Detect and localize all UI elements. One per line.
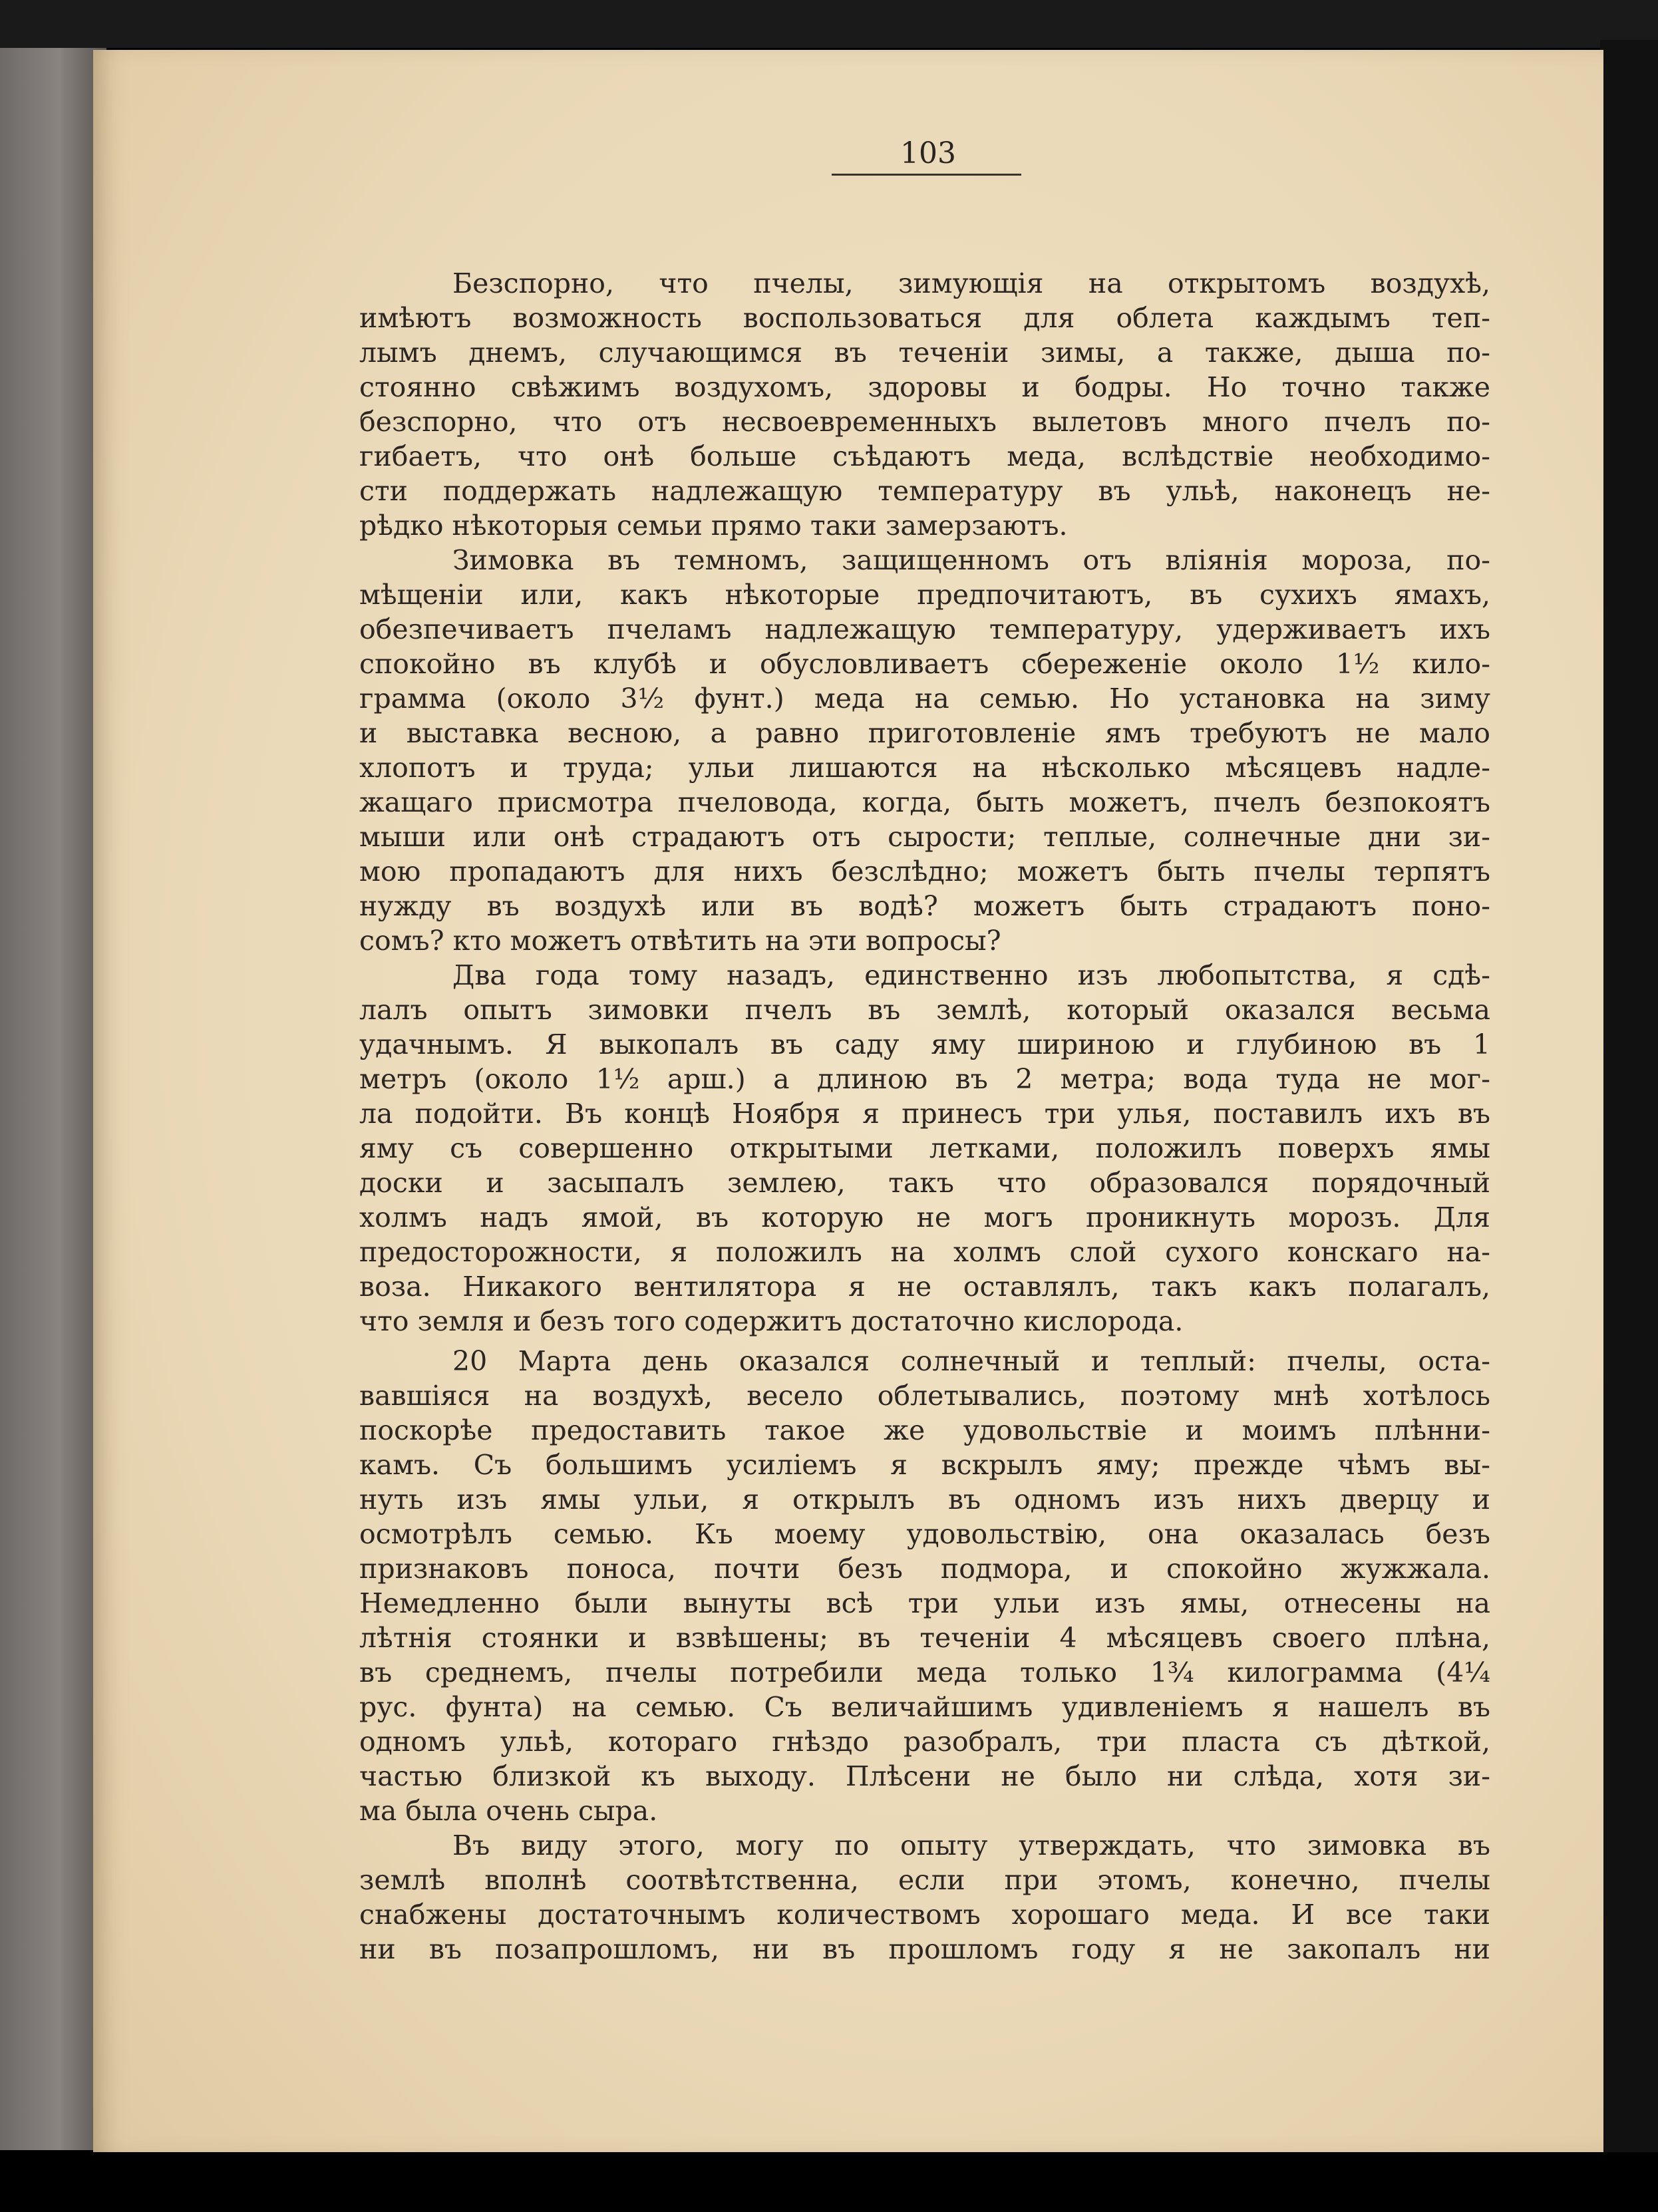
text-line: ма была очень сыра. (359, 1795, 658, 1827)
text-line: признаковъ поноса, почти безъ подмора, и спокойно жужжала. (359, 1553, 1490, 1585)
text-line: яму съ совершенно открытыми летками, положилъ поверхъ ямы (359, 1132, 1490, 1164)
text-line: 20 Марта день оказался солнечный и теплый: пчелы, оста- (452, 1345, 1490, 1377)
text-line: вавшіяся на воздухѣ, весело облетывались, поэтому мнѣ хотѣлось (359, 1380, 1490, 1412)
text-line: грамма (около 3½ фунт.) меда на семью. Но установка на зиму (359, 683, 1490, 714)
text-line: лалъ опытъ зимовки пчелъ въ землѣ, который оказался весьма (359, 994, 1490, 1026)
text-line: сомъ? кто можетъ отвѣтить на эти вопросы? (359, 925, 1001, 957)
text-line: жащаго присмотра пчеловода, когда, быть можетъ, пчелъ безпокоятъ (359, 786, 1490, 818)
text-line: рус. фунта) на семью. Съ величайшимъ удивленіемъ я нашелъ въ (359, 1691, 1490, 1723)
paragraph (359, 1828, 1490, 1967)
text-line: нужду въ воздухѣ или въ водѣ? можетъ быть страдаютъ поно- (359, 890, 1490, 922)
text-line: въ среднемъ, пчелы потребили меда только 1¾ килограмма (4¼ (359, 1657, 1490, 1688)
text-line: мою пропадаютъ для нихъ безслѣдно; можетъ быть пчелы терпятъ (359, 856, 1490, 887)
body-text (359, 266, 1490, 1967)
text-line: обезпечиваетъ пчеламъ надлежащую температуру, удерживаетъ ихъ (359, 613, 1490, 645)
text-line: Два года тому назадъ, единственно изъ любопытства, я сдѣ- (452, 959, 1490, 991)
text-line: хлопотъ и труда; ульи лишаются на нѣсколько мѣсяцевъ надле- (359, 752, 1490, 784)
text-line: мѣщеніи или, какъ нѣкоторые предпочитаютъ, въ сухихъ ямахъ, (359, 579, 1490, 611)
text-line: доски и засыпалъ землею, такъ что образовался порядочный (359, 1167, 1490, 1199)
scan-bottom-border (0, 2152, 1658, 2212)
text-line: осмотрѣлъ семью. Къ моему удовольствію, она оказалась безъ (359, 1518, 1490, 1550)
text-line: нуть изъ ямы ульи, я открылъ въ одномъ изъ нихъ дверцу и (359, 1484, 1490, 1515)
page-number: 103 (900, 136, 956, 170)
scan-left-background (0, 48, 106, 2150)
paragraph (359, 266, 1490, 543)
text-line: ла подойти. Въ концѣ Ноября я принесъ три улья, поставилъ ихъ въ (359, 1098, 1490, 1130)
scan-top-border (0, 0, 1658, 48)
text-line: и выставка весною, а равно приготовленіе ямъ требуютъ не мало (359, 717, 1490, 749)
paragraph (359, 1344, 1490, 1828)
text-line: стоянно свѣжимъ воздухомъ, здоровы и бодры. Но точно также (359, 371, 1490, 403)
text-line: лымъ днемъ, случающимся въ теченіи зимы, а также, дыша по- (359, 337, 1490, 369)
text-line: частью близкой къ выходу. Плѣсени не было ни слѣда, хотя зи- (359, 1760, 1490, 1792)
text-line: камъ. Съ большимъ усиліемъ я вскрылъ яму; прежде чѣмъ вы- (359, 1449, 1490, 1481)
text-line: ни въ позапрошломъ, ни въ прошломъ году я не закопалъ ни (359, 1933, 1490, 1965)
text-line: Немедленно были вынуты всѣ три ульи изъ ямы, отнесены на (359, 1587, 1490, 1619)
text-line: Безспорно, что пчелы, зимующія на открытомъ воздухѣ, (452, 267, 1490, 299)
paragraph (359, 958, 1490, 1339)
text-line: сти поддержать надлежащую температуру въ ульѣ, наконецъ не- (359, 475, 1490, 507)
text-line: имѣютъ возможность воспользоваться для облета каждымъ теп- (359, 302, 1490, 334)
text-line: Въ виду этого, могу по опыту утверждать, что зимовка въ (452, 1829, 1490, 1861)
text-line: лѣтнія стоянки и взвѣшены; въ теченіи 4 мѣсяцевъ своего плѣна, (359, 1622, 1490, 1654)
text-line: поскорѣе предоставить такое же удовольствіе и моимъ плѣнни- (359, 1414, 1490, 1446)
text-line: гибаетъ, что онѣ больше съѣдаютъ меда, вслѣдствіе необходимо- (359, 440, 1490, 472)
text-line: мыши или онѣ страдаютъ отъ сырости; теплые, солнечные дни зи- (359, 821, 1490, 853)
text-line: снабжены достаточнымъ количествомъ хорошаго меда. И все таки (359, 1899, 1490, 1931)
text-line: предосторожности, я положилъ на холмъ слой сухого конскаго на- (359, 1236, 1490, 1268)
text-line: одномъ ульѣ, котораго гнѣздо разобралъ, три пласта съ дѣткой, (359, 1726, 1490, 1758)
book-page (93, 50, 1603, 2152)
paragraph (359, 543, 1490, 958)
text-line: что земля и безъ того содержитъ достаточно кислорода. (359, 1305, 1184, 1337)
text-line: спокойно въ клубѣ и обусловливаетъ сбереженіе около 1½ кило- (359, 648, 1490, 680)
text-line: метръ (около 1½ арш.) а длиною въ 2 метра; вода туда не мог- (359, 1063, 1490, 1095)
text-line: холмъ надъ ямой, въ которую не могъ проникнуть морозъ. Для (359, 1201, 1490, 1233)
text-line: землѣ вполнѣ соотвѣтственна, если при этомъ, конечно, пчелы (359, 1864, 1490, 1896)
text-line: воза. Никакого вентилятора я не оставлялъ, такъ какъ полагалъ, (359, 1271, 1490, 1303)
scan-right-border (1600, 40, 1658, 2155)
text-line: удачнымъ. Я выкопалъ въ саду яму шириною и глубиною въ 1 (359, 1028, 1490, 1060)
text-line: Зимовка въ темномъ, защищенномъ отъ вліянія мороза, по- (452, 544, 1490, 576)
text-line: безспорно, что отъ несвоевременныхъ вылетовъ много пчелъ по- (359, 406, 1490, 438)
text-line: рѣдко нѣкоторыя семьи прямо таки замерзаютъ. (359, 510, 1068, 542)
page-number-rule (832, 174, 1021, 176)
